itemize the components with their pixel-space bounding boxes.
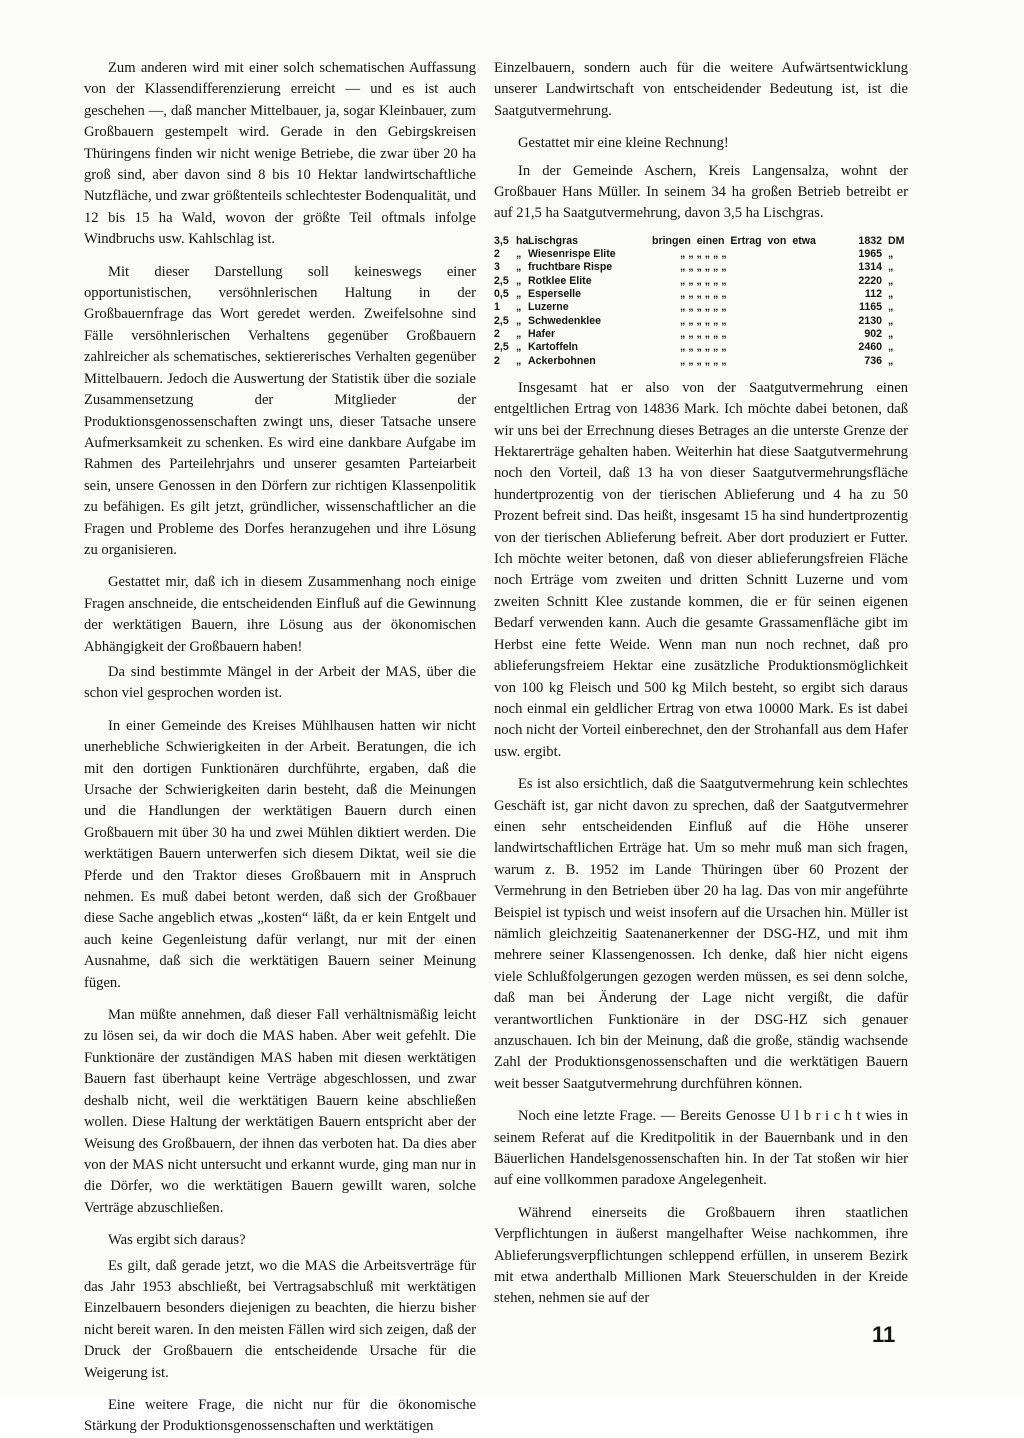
table-cell-currency: „ <box>888 301 894 314</box>
table-cell-value: 2460 <box>858 341 882 354</box>
table-cell-ditto: „ „ „ „ „ „ <box>680 354 727 367</box>
table-cell-currency: DM <box>888 234 905 247</box>
table-cell-ditto: „ „ „ „ „ „ <box>680 327 727 340</box>
page-number: 11 <box>872 1322 896 1347</box>
table-cell-ditto: „ „ „ „ „ „ <box>680 274 727 287</box>
table-cell-amount: 2,5 <box>494 274 509 287</box>
table-cell-unit: „ <box>516 274 522 287</box>
table-cell-crop: Schwedenklee <box>528 314 602 327</box>
paragraph: Gestattet mir, daß ich in diesem Zusammenhang noch einige Fragen anschneide, die entscheidenden Einfluß auf die Gewinnung der werktätigen Bauern, ihre Lösung aus der ökonomischen Abhängigkeit der Großbauern haben! <box>84 574 476 655</box>
table-cell-amount: 3 <box>494 261 500 274</box>
table-cell-currency: „ <box>888 288 894 301</box>
table-cell-unit: „ <box>516 341 522 354</box>
table-cell-ditto: „ „ „ „ „ „ <box>680 288 727 301</box>
table-cell-unit: „ <box>516 314 522 327</box>
table-cell-unit: ha <box>516 234 529 247</box>
table-cell-crop: Kartoffeln <box>528 341 579 354</box>
table-cell-unit: „ <box>516 327 522 340</box>
table-cell-ditto: „ „ „ „ „ „ <box>680 301 727 314</box>
paragraph: Mit dieser Darstellung soll keineswegs einer opportunistischen, versöhnlerischen Haltung in der Großbauernfrage das Wort geredet werden. Zweifelsohne sind Fälle versöhnlerischen Verhaltens gegenüber Großbauern zahlreicher als schematisches, sektiererisches Verhalten gegenüber Mittelbauern. Jedoch die Auswertung der Statistik über die soziale Zusammensetzung der Mitglieder der Produktionsgenossenschaften zwingt uns, dieser Tatsache unsere Aufmerksamkeit zu schenken. Es wird eine dankbare Aufgabe im Rahmen des Parteilehrjahrs und unserer gesamten Parteiarbeit sein, unsere Genossen in den Dörfern zur richtigen Klassenpolitik zu befähigen. Es gilt jetzt, gründlicher, wissenschaftlicher an die Fragen und Probleme des Dorfes heranzugehen und ihre Lösung zu organisieren. <box>84 263 476 558</box>
table-cell-value: 1965 <box>858 248 882 261</box>
table-cell-amount: 3,5 <box>494 234 509 247</box>
table-cell-unit: „ <box>516 288 522 301</box>
table-row <box>494 341 908 354</box>
table-cell-ditto: „ „ „ „ „ „ <box>680 314 727 327</box>
table-cell-currency: „ <box>888 261 894 274</box>
table-row <box>494 328 908 341</box>
table-row <box>494 235 908 248</box>
table-row <box>494 315 908 328</box>
right-column <box>494 58 908 1310</box>
paragraph: Noch eine letzte Frage. — Bereits Genosse U l b r i c h t wies in seinem Referat auf die Kreditpolitik in der Bauernbank und in den Bäuerlichen Handelsgenossenschaften hin. In der Tat stoßen wir hier auf eine vollkommen paradoxe Angelegenheit. <box>494 1108 908 1189</box>
table-cell-currency: „ <box>888 354 894 367</box>
table-row <box>494 275 908 288</box>
table-row <box>494 355 908 368</box>
table-cell-value: 736 <box>864 354 882 367</box>
left-column <box>84 58 476 1438</box>
table-cell-crop: fruchtbare Rispe <box>528 261 613 274</box>
table-cell-value: 112 <box>864 288 882 301</box>
paragraph: Da sind bestimmte Mängel in der Arbeit der MAS, über die schon viel gesprochen worden ist. <box>84 663 476 702</box>
table-row <box>494 261 908 274</box>
paragraph: Es ist also ersichtlich, daß die Saatgutvermehrung kein schlechtes Geschäft ist, gar nicht davon zu sprechen, daß der Saatgutvermehrer einen sehr entscheidenden Einfluß auf die Höhe unserer landwirtschaftlichen Erträge hat. Um so mehr muß man sich fragen, warum z. B. 1952 im Lande Thüringen über 60 Prozent der Vermehrung in den Betrieben über 20 ha lag. Das von mir angeführte Beispiel ist typisch und weist insofern auf die Ursachen hin. Müller ist nämlich gleichzeitig Saatenanerkenner der DSG-HZ, und mit ihm mehrere seiner Klassengenossen. Ich denke, daß hier nicht eigens viele Schlußfolgerungen gezogen werden müssen, es sei denn solche, daß man bei Änderung der Lage nicht vergißt, die dafür verantwortlichen Funktionäre in der DSG-HZ sich genauer anzuschauen. Ich bin der Meinung, daß die große, ständig wachsende Zahl der Produktionsgenossenschaften und die werktätigen Bauern weit besser Saatgutvermehrung durchführen können. <box>494 776 908 1092</box>
table-cell-unit: „ <box>516 261 522 274</box>
table-cell-ditto: „ „ „ „ „ „ <box>680 248 727 261</box>
table-row <box>494 288 908 301</box>
table-cell-amount: 2 <box>494 327 500 340</box>
table-cell-crop: Hafer <box>528 327 556 340</box>
table-cell-crop: Ackerbohnen <box>528 354 596 367</box>
table-cell-value: 2220 <box>858 274 882 287</box>
table-cell-amount: 0,5 <box>494 288 509 301</box>
table-cell-currency: „ <box>888 314 894 327</box>
table-row <box>494 248 908 261</box>
table-cell-amount: 1 <box>494 301 500 314</box>
table-cell-phrase: bringen einen Ertrag von etwa <box>652 234 816 247</box>
table-cell-unit: „ <box>516 354 522 367</box>
paragraph: In der Gemeinde Aschern, Kreis Langensalza, wohnt der Großbauer Hans Müller. In seinem 34 ha großen Betrieb betreibt er auf 21,5 ha Saatgutvermehrung, davon 3,5 ha Lischgras. <box>494 162 908 222</box>
table-cell-amount: 2,5 <box>494 314 509 327</box>
table-cell-value: 1165 <box>859 301 882 314</box>
table-cell-currency: „ <box>888 248 894 261</box>
crop-yield-table <box>494 235 908 368</box>
table-cell-amount: 2 <box>494 354 500 367</box>
paragraph: Man müßte annehmen, daß dieser Fall verhältnismäßig leicht zu lösen sei, da wir doch die MAS haben. Aber weit gefehlt. Die Funktionäre der zuständigen MAS haben mit diesen werktätigen Bauern fast überhaupt keine Verträge abgeschlossen, und zwar deshalb nicht, weil die werktätigen Bauern keine abschließen wollen. Diese Haltung der werktätigen Bauern entspricht aber der Weisung des Großbauern, der ihnen das verboten hat. Da dies aber von der MAS nicht untersucht und erkannt wurde, ging man nur in die Dörfer, wo die werktätigen Bauern gewillt waren, solche Verträge abzuschließen. <box>84 1007 476 1216</box>
table-row <box>494 301 908 314</box>
paragraph: Es gilt, daß gerade jetzt, wo die MAS die Arbeitsverträge für das Jahr 1953 abschließt, bei Vertragsabschluß mit werktätigen Einzelbauern besonders diejenigen zu beachten, die hierzu bisher nicht bereit waren. In den meisten Fällen wird sich zeigen, daß der Druck der Großbauern die entscheidende Ursache für die Weigerung ist. <box>84 1257 476 1381</box>
table-cell-amount: 2 <box>494 248 500 261</box>
table-cell-value: 1832 <box>858 234 882 247</box>
table-cell-ditto: „ „ „ „ „ „ <box>680 341 727 354</box>
table-cell-unit: „ <box>516 248 522 261</box>
table-cell-crop: Rotklee Elite <box>528 274 592 287</box>
paragraph: In einer Gemeinde des Kreises Mühlhausen hatten wir nicht unerhebliche Schwierigkeiten in der Arbeit. Beratungen, die ich mit den dortigen Funktionären durchführte, ergaben, daß die Ursache der Schwierigkeiten darin besteht, daß die Meinungen und die Handlungen der werktätigen Bauern durch einen Großbauern mit über 30 ha und zwei Mühlen diktiert werden. Die werktätigen Bauern unterwerfen sich diesem Diktat, weil sie die Pferde und den Traktor dieses Großbauern mit in Anspruch nehmen. Es muß dabei betont werden, daß sich der Großbauer diese Sache angeblich etwas „kosten“ läßt, da er kein Entgelt und auch keine Gegenleistung dafür verlangt, nur mit der einen Ausnahme, daß sich die werktätigen Bauern seiner Meinung fügen. <box>84 717 476 991</box>
paragraph: Insgesamt hat er also von der Saatgutvermehrung einen entgeltlichen Ertrag von 14836 Mark. Ich möchte dabei betonen, daß wir uns bei der Errechnung dieses Betrages an die unterste Grenze der Hektarerträge gehalten haben. Weiterhin hat diese Saatgutvermehrung noch den Vorteil, daß 13 ha von dieser Saatgutvermehrungsfläche hundertprozentig von der tierischen Ablieferung und 4 ha zu 50 Prozent befreit sind. Das heißt, insgesamt 15 ha sind hundertprozentig von der tierischen Ablieferung befreit. Aber dort produziert er Futter. Ich möchte weiter betonen, daß von dieser ablieferungsfreien Fläche noch Erträge vom zweiten und dritten Schnitt Luzerne und vom zweiten Schnitt Klee zustande kommen, die er für seinen eigenen Bedarf verwenden kann. Auch die gesamte Grassamenfläche gibt im Herbst eine fette Weide. Wenn man nun noch rechnet, daß pro ablieferungsfreiem Hektar eine zusätzliche Produktionsmöglichkeit von 100 kg Fleisch und 500 kg Milch besteht, so ergibt sich daraus noch einmal ein geldlicher Ertrag von etwa 10000 Mark. Es ist dabei noch nicht der Vorteil einberechnet, den der Strohanfall aus dem Hafer usw. ergibt. <box>494 379 908 760</box>
table-cell-value: 1314 <box>858 261 882 274</box>
table-cell-value: 902 <box>864 327 882 340</box>
table-cell-ditto: „ „ „ „ „ „ <box>680 261 727 274</box>
table-cell-value: 2130 <box>858 314 882 327</box>
paragraph: Zum anderen wird mit einer solch schematischen Auffassung von der Klassendifferenzierung erreicht — und es ist auch geschehen —, daß mancher Mittelbauer, ja, sogar Kleinbauer, zum Großbauern gestempelt wird. Gerade in den Gebirgskreisen Thüringens finden wir nicht wenige Betriebe, die zwar über 20 ha groß sind, aber davon sind 8 bis 10 Hektar landwirtschaftliche Nutzfläche, und zwar größtenteils schlechtester Bodenqualität, und 12 bis 15 ha Wald, wovon der größte Teil oftmals infolge Windbruchs usw. Kahlschlag ist. <box>84 60 476 248</box>
paragraph: Einzelbauern, sondern auch für die weitere Aufwärtsentwicklung unserer Landwirtschaft von entscheidender Bedeutung ist, ist die Saatgutvermehrung. <box>494 60 908 119</box>
table-cell-currency: „ <box>888 274 894 287</box>
table-cell-currency: „ <box>888 341 894 354</box>
table-cell-crop: Wiesenrispe Elite <box>528 248 616 261</box>
table-cell-amount: 2,5 <box>494 341 509 354</box>
table-cell-unit: „ <box>516 301 522 314</box>
table-cell-crop: Esperselle <box>528 288 582 301</box>
paragraph: Was ergibt sich daraus? <box>108 1232 246 1249</box>
table-cell-crop: Luzerne <box>528 301 569 314</box>
table-cell-currency: „ <box>888 327 894 340</box>
table-cell-crop: Lischgras <box>528 234 579 247</box>
paragraph: Während einerseits die Großbauern ihren staatlichen Verpflichtungen in äußerst mangelhafter Weise nachkommen, ihre Ablieferungsverpflichtungen schleppend erfüllen, in unserem Bezirk mit etwa anderthalb Millionen Mark Steuerschulden in der Kreide stehen, nehmen sie auf der <box>494 1204 908 1307</box>
paragraph: Eine weitere Frage, die nicht nur für die ökonomische Stärkung der Produktionsgenossenschaften und werktätigen <box>84 1396 476 1435</box>
paragraph: Gestattet mir eine kleine Rechnung! <box>518 135 729 152</box>
